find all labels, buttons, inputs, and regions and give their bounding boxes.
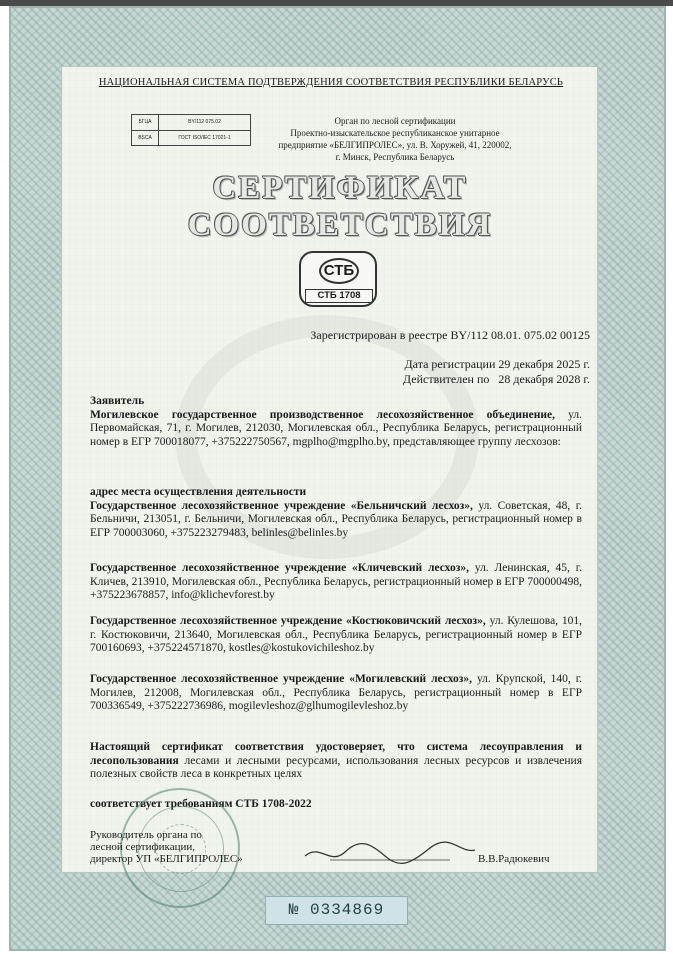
organ-line: Проектно-изыскательское республиканское унитарное [290,128,500,138]
activity-section [90,486,582,540]
signatory-title: Руководитель органа по лесной сертификации, директор УП «БЕЛГИПРОЛЕС» [90,829,243,865]
applicant-name: Могилевское государственное производственное лесохозяйственное объединение, [90,408,555,421]
accreditation-label-top: БГЦА [132,115,158,131]
list-item: Государственное лесохозяйственное учреждение «Могилевский лесхоз», ул. Крупской, 140, г. Могилев, 212008, Могилевская обл., Республика Беларусь, регистрационный номер в ЕГР 700336549, +375222736986, mogilevleshoz@glhumogilevleshoz.by [90,673,583,712]
applicant-heading: Заявитель [90,395,145,407]
list-item: Государственное лесохозяйственное учреждение «Бельничский лесхоз», ул. Советская, 48, г. Бельничи, 213051, г. Бельничи, Могилевская обл., Республика Беларусь, регистрационный номер в ЕГР 700003060, +375223279483, belinles@belinles.by [90,499,582,539]
registration-dates [330,357,590,387]
organ-line: Орган по лесной сертификации [334,116,456,126]
registration-date: Дата регистрации 29 декабря 2025 г. [404,357,590,371]
certification-body-block [250,115,540,163]
certificate-title: СЕРТИФИКАТ СООТВЕТСТВИЯ [187,170,493,243]
stb-mark-icon: СТБ [319,258,359,284]
activity-heading: адрес места осуществления деятельности [90,486,307,498]
accreditation-mark [131,114,251,146]
organ-line: г. Минск, Республика Беларусь [335,152,455,162]
applicant-section [90,395,582,449]
applicant-details: ул. Первомайская, 71, г. Могилев, 212030, Могилевская обл., Республика Беларусь, регистрационный номер в ЕГР 700018077, +375222750567, mgplho@mgplho.by, представляющее группу лесхозов: [90,408,583,448]
valid-until-date: Действителен по 28 декабря 2028 г. [402,372,590,386]
certification-statement: Настоящий сертификат соответствия удостоверяет, что система лесоуправления и лесопользования лесами и лесными ресурсами, использования лесных ресурсов и извлечения полезных свойств леса в конкретных целях [90,741,582,780]
list-item: Государственное лесохозяйственное учреждение «Костюковичский лесхоз», ул. Кулешова, 101, г. Костюковичи, 213640, Могилевская обл., Республика Беларусь, регистрационный номер в ЕГР 700160693, +375224571870, kostles@kostukovichileshoz.by [90,615,583,654]
applicant-text [90,409,582,450]
national-system-heading: НАЦИОНАЛЬНАЯ СИСТЕМА ПОДТВЕРЖДЕНИЯ СООТВЕТСТВИЯ РЕСПУБЛИКИ БЕЛАРУСЬ [98,77,564,88]
accreditation-code-top: BY/112 075.02 [159,115,250,131]
stb-standard-label: СТБ 1708 [305,289,373,303]
registry-number: Зарегистрирован в реестре BY/112 08.01. 075.02 00125 [310,328,590,342]
organ-line: предприятие «БЕЛГИПРОЛЕС», ул. В. Хоружей, 41, 220002, [278,140,512,150]
stb-logo [299,251,377,307]
serial-number: № 0334869 [265,896,408,925]
accreditation-label-bottom: BSCA [138,135,152,141]
accreditation-code-bottom: ГОСТ ISO/IEC 17021-1 [178,135,231,141]
signature-scribble [300,838,480,868]
list-item: Государственное лесохозяйственное учреждение «Кличевский лесхоз», ул. Ленинская, 45, г. Кличев, 213910, Могилевская обл., Республика Беларусь, регистрационный номер в ЕГР 700000498, +375223678857, info@klichevforest.by [90,562,582,601]
conformity-line: соответствует требованиям СТБ 1708-2022 [90,798,312,810]
signatory-name: В.В.Радюкевич [478,853,550,865]
